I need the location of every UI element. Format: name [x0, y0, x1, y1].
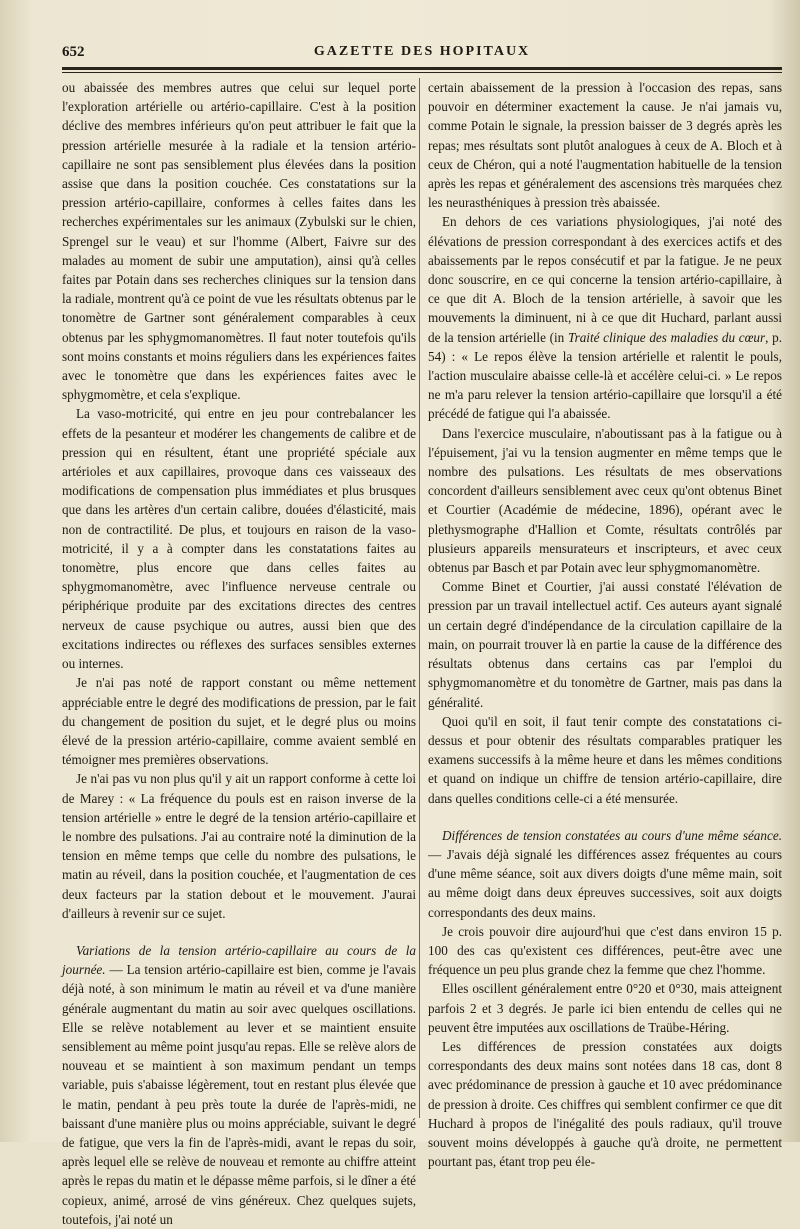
header-rule-thin	[62, 72, 782, 73]
paragraph: Je n'ai pas vu non plus qu'il y ait un rapport conforme à cette loi de Marey : « La fréquence du pouls est en raison inverse de la tension artérielle » entre le degré de la tension artério-capillaire et le nombre des pulsations. J'ai au contraire noté la diminution de la tension en même temps que celle du nombre des pulsations, le matin au réveil, dans la position couchée, et l'augmentation de ces deux facteurs par la station debout et le mouvement. J'aurai d'ailleurs à revenir sur ce sujet.	[62, 771, 416, 921]
paragraph: Comme Binet et Courtier, j'ai aussi constaté l'élévation de pression par un travail intellectuel actif. Ces auteurs ayant signalé un certain degré d'indépendance de la circulation capillaire de la main, on pourrait trouver là en partie la cause de la différence des résultats obtenus dans certains cas par l'emploi du sphygmomanomètre et du tonomètre de Gartner, mais pas dans la généralité.	[428, 579, 782, 710]
column-divider	[419, 78, 420, 1118]
section-title: Différences de tension constatées au cours d'une même séance.	[442, 827, 782, 843]
left-column	[62, 78, 416, 1229]
paragraph: Elles oscillent généralement entre 0°20 et 0°30, mais atteignent parfois 2 et 3 degrés. Je parle ici bien entendu de celles qui ne peuvent être imputées aux oscillations de Traübe-Héring.	[428, 981, 782, 1035]
paragraph: Je n'ai pas noté de rapport constant ou même nettement appréciable entre le degré des modifications de pression, par le fait du changement de position du sujet, et le degré plus ou moins élevé de la pression artério-capillaire, comme avaient semblé en témoigner mes premières observations.	[62, 675, 416, 768]
section-paragraph	[428, 826, 782, 922]
section-text: — La tension artério-capillaire est bien, comme je l'avais déjà noté, à son minimum le matin au réveil et va d'une manière générale augmentant du matin au soir avec quelques oscillations. Elle se relève notablement au lever et se maintient ensuite sensiblement au même point jusqu'au repas. Elle se relève alors de nouveau et se maintient à son maximum pendant un temps variable, puis s'abaisse légèrement, tout en restant plus élevée que le matin, pendant à peu près toute la durée de l'après-midi, ne baissant d'une manière plus ou moins appréciable, suivant le degré de fatigue, que vers la fin de l'après-midi, avant le repas du soir, après lequel elle se relève de nouveau et remonte au chiffre atteint après le repas du matin et le dépasse même parfois, si le dîner a été copieux, animé, arrosé de vins généreux. Chez quelques sujets, toutefois, j'ai noté un	[62, 962, 416, 1227]
section-title: Variations de la tension artério-capillaire au cours de la journée.	[62, 942, 416, 978]
section-text: — J'avais déjà signalé les différences assez fréquentes au cours d'une même séance, soit aux divers doigts d'une même main, soit au même doigt dans deux épreuves successives, soit aux doigts correspondants des deux mains.	[428, 846, 782, 920]
paragraph: certain abaissement de la pression à l'occasion des repas, sans pouvoir en déterminer exactement la cause. Je n'ai jamais vu, comme Potain le signale, la pression baisser de 3 degrés après les repas; mes résultats sont plutôt analogues à ceux de A. Bloch et à ceux de Chéron, qui a noté l'augmentation habituelle de la tension après les repas et généralement des ascensions très marquées chez les neurasthéniques à pression très abaissée.	[428, 80, 782, 211]
paragraph	[428, 212, 782, 423]
paragraph-text: , p. 54) : « Le repos élève la tension artérielle et ralentit le pouls, l'action musculaire abaisse celle-là et accélère celui-ci. » Le repos ne m'a paru relever la tension artério-capillaire que lorsqu'il a été précédé de fatigue qui l'a abaissée.	[428, 329, 782, 422]
section-paragraph	[62, 941, 416, 1229]
paragraph: Les différences de pression constatées aux doigts correspondants des deux mains sont notées dans 18 cas, dont 8 avec prédominance de pression à gauche et 10 avec prédominance de pression à droite. Ces chiffres qui semblent confirmer ce que dit Huchard à propos de l'inégalité des pouls radiaux, qu'il trouve souvent moins développés à gauche qu'à droite, ne permettent pourtant pas, étant trop peu éle-	[428, 1038, 782, 1170]
page-header	[62, 38, 782, 66]
page-number: 652	[62, 44, 85, 60]
paragraph: ou abaissée des membres autres que celui sur lequel porte l'exploration artérielle ou artério-capillaire. C'est à la position déclive des membres inférieurs qu'on peut attribuer le fait que la pression artérielle mesurée à la radiale et la tension artério-capillaire ne sont pas sensiblement plus élevées dans la position assise que dans la position couchée. Ces constatations sur la pression artério-capillaire, conformes à celles faites dans les recherches expérimentales sur les animaux (Zybulski sur le chien, Sprengel sur le veau) et sur l'homme (Albert, Faivre sur des malades au moment de subir une amputation), ainsi qu'à celles faites par Potain dans ses recherches cliniques sur la tension dans la radiale, montrent qu'à ce point de vue les résultats obtenus par le tonomètre de Gartner sont généralement comparables à ceux obtenus par les sphygmomanomètres. Il faut noter toutefois qu'ils sont moins constants et moins réguliers dans les expériences faites avec le tonomètre que dans les expériences faites avec le sphygmomètre, et cela s'explique.	[62, 80, 416, 403]
journal-title: GAZETTE DES HOPITAUX	[313, 44, 531, 59]
header-rule-thick	[62, 67, 782, 70]
book-reference: Traité clinique des maladies du cœur	[567, 329, 766, 345]
paragraph: Je crois pouvoir dire aujourd'hui que c'est dans environ 15 p. 100 des cas qu'existent ces différences, peut-être avec une fréquence un peu plus grande chez la femme que chez l'homme.	[428, 923, 782, 978]
paragraph: La vaso-motricité, qui entre en jeu pour contrebalancer les effets de la pesanteur et modérer les changements de calibre et de pression qui en résultent, étant une propriété spéciale aux artérioles et aux capillaires, provoque dans ces vaisseaux des modifications de compensation plus immédiates et plus brusques que dans les artères d'un certain calibre, douées d'élasticité, mais non de contractilité. De plus, et toujours en raison de la vaso-motricité, il y a à compter dans les constatations faites au tonomètre, plus encore que dans celles faites au sphygmomanomètre, avec l'influence nerveuse centrale ou périphérique produite par des excitations directes des centres nerveux de cause psychique ou autres, aussi bien que des excitations indirectes ou réflexes des surfaces sensibles externes ou internes.	[62, 406, 416, 672]
paragraph-text: En dehors de ces variations physiologiques, j'ai noté des élévations de pression correspondant à des exercices actifs et des abaissements par le repos consécutif et par la fatigue. Je ne peux donc souscrire, en ce qui concerne la tension artério-capillaire, à ce que dit A. Bloch de la tension artérielle, à savoir que les mouvements la diminuent, ni à ce que dit Huchard, parlant aussi de la tension artérielle (in	[428, 214, 782, 345]
paragraph: Quoi qu'il en soit, il faut tenir compte des constatations ci-dessus et pour obtenir des résultats comparables pratiquer les examens successifs à la même heure et dans les mêmes conditions et quand on indique un chiffre de tension artério-capillaire, dire dans quelles conditions celle-ci a été mensurée.	[428, 713, 782, 806]
right-column	[428, 78, 782, 1171]
paragraph: Dans l'exercice musculaire, n'aboutissant pas à la fatigue ou à l'épuisement, j'ai vu la tension augmenter en même temps que le nombre des pulsations. Les résultats de mes observations concordent d'ailleurs sensiblement avec ceux qu'ont obtenus Binet et Courtier (Académie de médecine, 1896), opérant avec le plethysmographe d'Hallion et Comte, résultats contrôlés par plusieurs appareils mensurateurs et inscripteurs, et avec ceux obtenus par Basch et par Potain avec leur sphygmomanomètre.	[428, 425, 782, 576]
